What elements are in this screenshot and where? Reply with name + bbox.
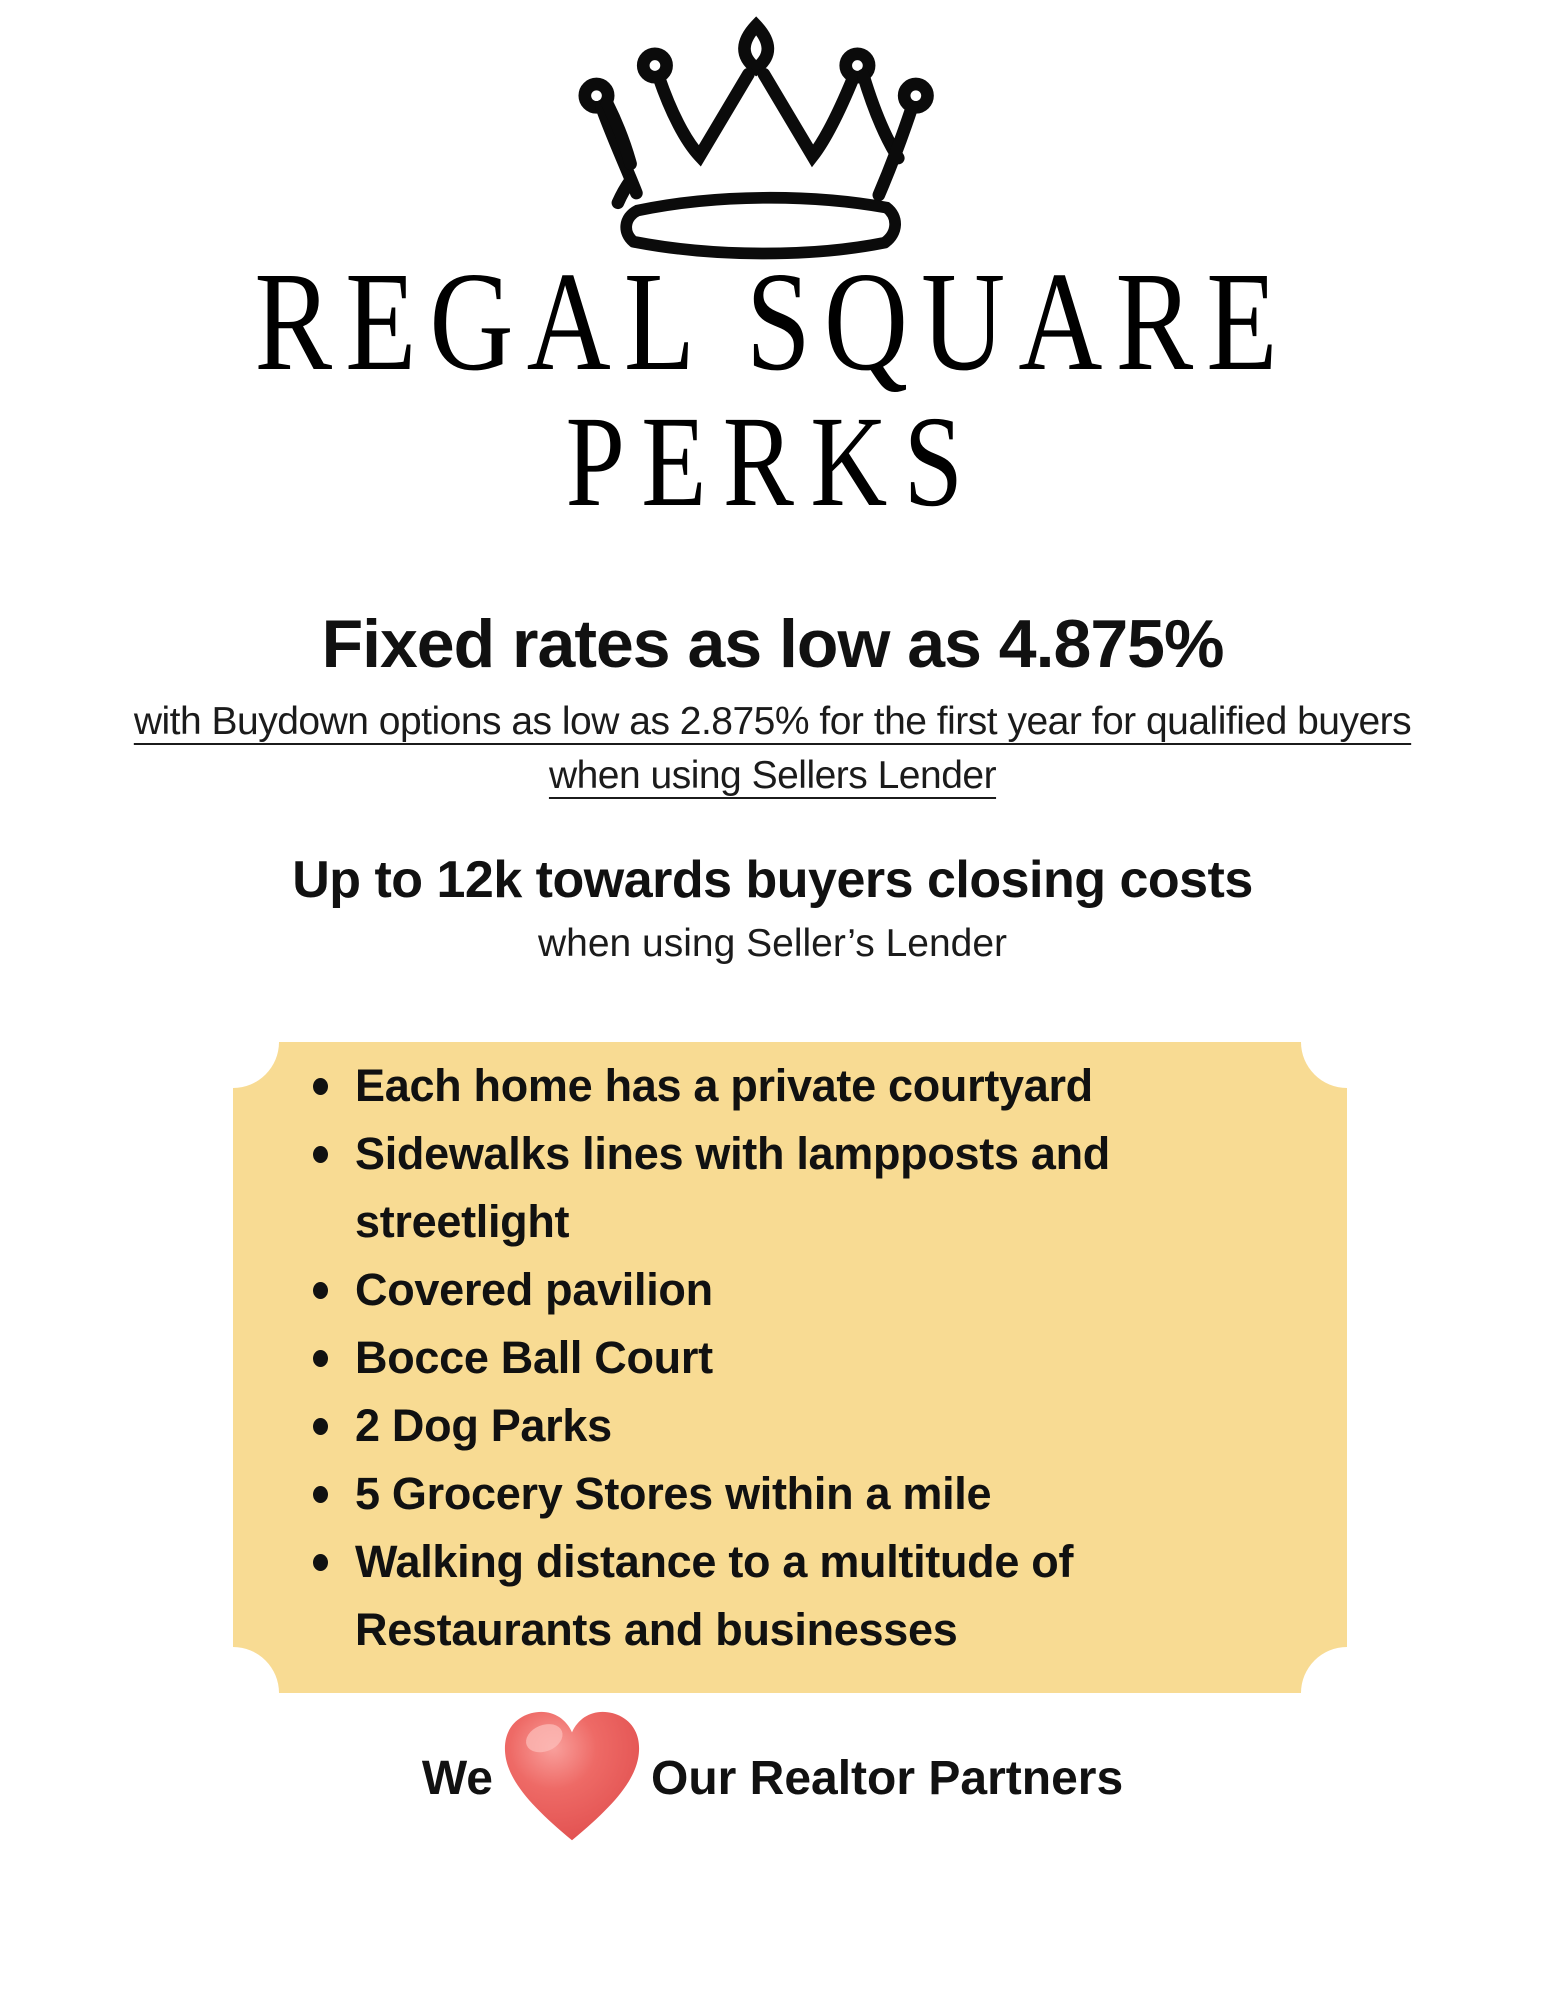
perks-list-item: Walking distance to a multitude of Restaurants and businesses <box>355 1528 1290 1664</box>
perks-box <box>233 1042 1347 1693</box>
realtor-partners-line <box>0 1709 1545 1849</box>
closing-cost-subtext: when using Seller’s Lender <box>537 922 1008 965</box>
welove-suffix: Our Realtor Partners <box>650 1751 1124 1805</box>
perks-list-item: 2 Dog Parks <box>355 1392 1290 1460</box>
brand-subtitle: PERKS <box>565 390 980 534</box>
perks-list-item: Each home has a private courtyard <box>355 1052 1290 1120</box>
perks-list-item: Covered pavilion <box>355 1256 1290 1324</box>
brand-title: REGAL SQUARE <box>254 242 1291 400</box>
perks-list-item: 5 Grocery Stores within a mile <box>355 1460 1290 1528</box>
welove-prefix: We <box>421 1751 493 1805</box>
corner-notch-top-right <box>1301 996 1393 1088</box>
rate-subtext-line1: with Buydown options as low as 2.875% for the first year for qualified buyers <box>133 700 1412 743</box>
perks-list-item: Bocce Ball Court <box>355 1324 1290 1392</box>
rate-headline: Fixed rates as low as 4.875% <box>321 606 1224 682</box>
closing-cost-headline: Up to 12k towards buyers closing costs <box>292 851 1253 909</box>
crown-icon <box>570 10 954 268</box>
rate-subtext <box>0 695 1545 803</box>
rate-subtext-line2: when using Sellers Lender <box>548 754 997 797</box>
perks-list-item: Sidewalks lines with lampposts and streetlight <box>355 1120 1290 1256</box>
heart-emoji <box>499 1709 645 1849</box>
perks-list <box>233 1052 1290 1664</box>
